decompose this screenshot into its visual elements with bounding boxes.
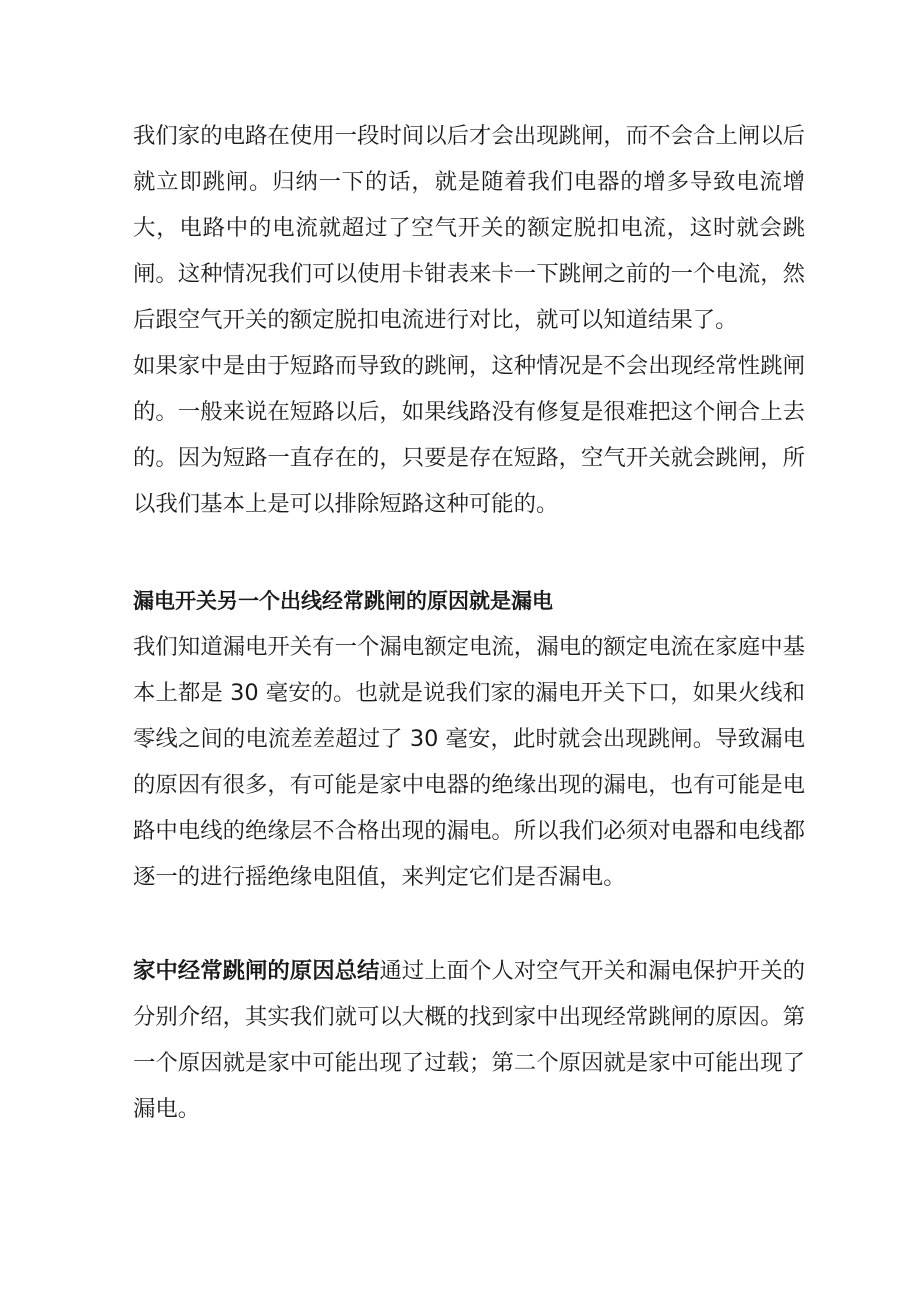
section-heading-leakage: 漏电开关另一个出线经常跳闸的原因就是漏电 (133, 589, 553, 613)
paragraph-summary (133, 948, 805, 1132)
paragraph-overload: 我们家的电路在使用一段时间以后才会出现跳闸，而不会合上闸以后就立即跳闸。归纳一下的话，就是随着我们电器的增多导致电流增大，电路中的电流就超过了空气开关的额定脱扣电流，这时就会跳闸。这种情况我们可以使用卡钳表来卡一下跳闸之前的一个电流，然后跟空气开关的额定脱扣电流进行对比，就可以知道结果了。 (133, 123, 805, 333)
paragraph-leakage: 我们知道漏电开关有一个漏电额定电流，漏电的额定电流在家庭中基本上都是 30 毫安的。也就是说我们家的漏电开关下口，如果火线和零线之间的电流差差超过了 30 毫安，此时就会出现跳闸。导致漏电的原因有很多，有可能是家中电器的绝缘出现的漏电，也有可能是电路中电线的绝缘层不合格出现的漏电。所以我们必须对电器和电线都逐一的进行摇绝缘电阻值，来判定它们是否漏电。 (133, 634, 805, 890)
spacer (133, 900, 805, 948)
paragraph-short-circuit: 如果家中是由于短路而导致的跳闸，这种情况是不会出现经常性跳闸的。一般来说在短路以后，如果线路没有修复是很难把这个闸合上去的。因为短路一直存在的，只要是存在短路，空气开关就会跳闸，所以我们基本上是可以排除短路这种可能的。 (133, 353, 805, 517)
document-body (133, 113, 805, 1132)
spacer (133, 527, 805, 578)
summary-text: 通过上面个人对空气开关和漏电保护开关的分别介绍，其实我们就可以大概的找到家中出现经常跳闸的原因。第一个原因就是家中可能出现了过载；第二个原因就是家中可能出现了漏电。 (133, 958, 806, 1122)
summary-heading: 家中经常跳闸的原因总结 (133, 958, 380, 984)
